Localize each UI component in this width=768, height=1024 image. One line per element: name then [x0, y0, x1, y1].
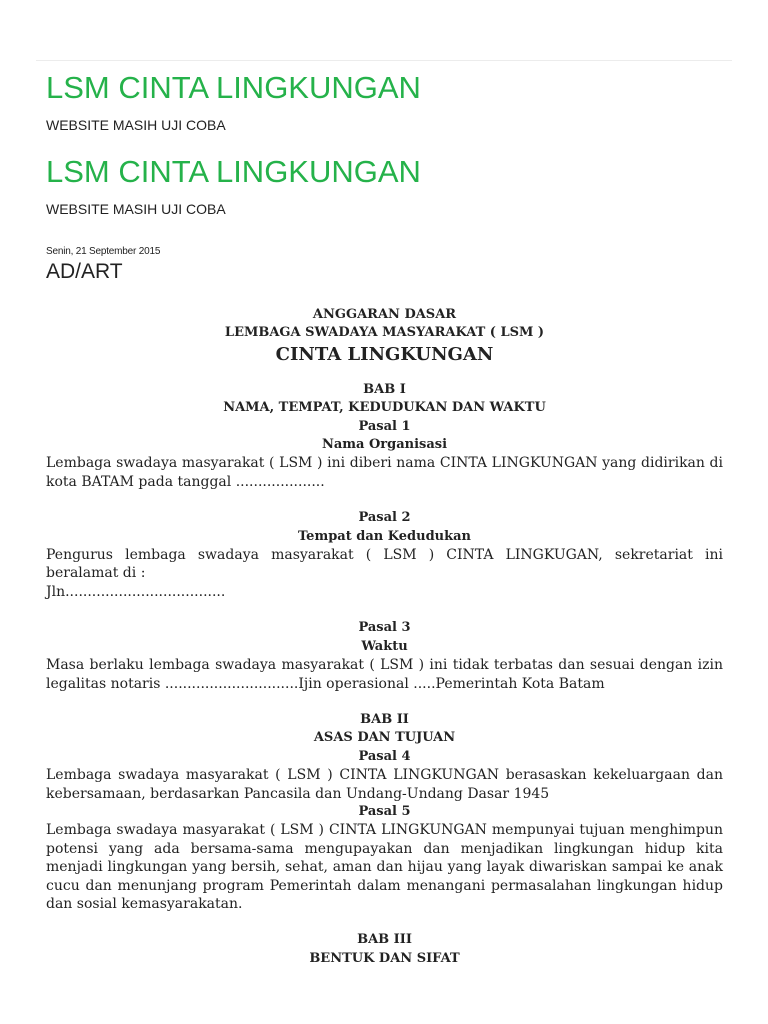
blog-title-link-secondary[interactable]: LSM CINTA LINGKUNGAN	[46, 154, 421, 189]
post-date: Senin, 21 September 2015	[46, 246, 161, 257]
pasal5-text: Lembaga swadaya masyarakat ( LSM ) CINTA LINGKUNGAN mempunyai tujuan menghimpun potensi yang ada bersama-sama mengupayakan dan menjadikan lingkungan hidup kita menjadi lingkungan yang bersih, sehat, aman dan hijau yang layak diwariskan sampai ke anak cucu dan menunjang program Pemerintah dalam menangani permasalahan lingkungan hidup dan sosial kemasyarakatan.	[46, 822, 723, 912]
post-body	[46, 306, 723, 968]
bab1-heading: BAB I	[363, 381, 406, 397]
doc-title-cinta-lingkungan: CINTA LINGKUNGAN	[275, 343, 494, 365]
header-divider	[36, 60, 732, 61]
pasal3-title: Waktu	[361, 638, 408, 654]
blog-title-link[interactable]: LSM CINTA LINGKUNGAN	[46, 70, 421, 105]
pasal2-heading: Pasal 2	[358, 510, 411, 526]
pasal5-heading: Pasal 5	[358, 803, 411, 819]
pasal2-title: Tempat dan Kedudukan	[298, 528, 471, 544]
bab1-title: NAMA, TEMPAT, KEDUDUKAN DAN WAKTU	[223, 400, 546, 416]
pasal1-heading: Pasal 1	[358, 418, 411, 434]
pasal4-heading: Pasal 4	[358, 748, 411, 764]
pasal2-address: Jln....................................	[46, 583, 226, 600]
pasal3-text: Masa berlaku lembaga swadaya masyarakat ( LSM ) ini tidak terbatas dan sesuai dengan izin legalitas notaris ..............................Ijin operasional .....Pemerintah Kota Batam	[46, 657, 723, 692]
bab3-heading: BAB III	[357, 932, 412, 948]
doc-title-lembaga: LEMBAGA SWADAYA MASYARAKAT ( LSM )	[224, 325, 545, 341]
pasal1-text: Lembaga swadaya masyarakat ( LSM ) ini diberi nama CINTA LINGKUNGAN yang didirikan di kota BATAM pada tanggal ....................	[46, 455, 723, 490]
bab2-heading: BAB II	[360, 711, 409, 727]
pasal3-heading: Pasal 3	[358, 620, 411, 636]
doc-title-anggaran-dasar: ANGGARAN DASAR	[312, 307, 457, 322]
post-title-link[interactable]: AD/ART	[46, 260, 123, 283]
pasal2-text: Pengurus lembaga swadaya masyarakat ( LSM ) CINTA LINGKUGAN, sekretariat ini beralamat di :	[46, 547, 723, 582]
pasal1-title: Nama Organisasi	[321, 437, 448, 453]
blog-description: WEBSITE MASIH UJI COBA	[46, 117, 226, 133]
pasal4-text: Lembaga swadaya masyarakat ( LSM ) CINTA LINGKUNGAN berasaskan kekeluargaan dan kebersamaan, berdasarkan Pancasila dan Undang-Undang Dasar 1945	[46, 767, 723, 802]
bab2-title: ASAS DAN TUJUAN	[313, 730, 456, 746]
blog-description-secondary: WEBSITE MASIH UJI COBA	[46, 201, 226, 217]
bab3-title: BENTUK DAN SIFAT	[309, 950, 460, 966]
